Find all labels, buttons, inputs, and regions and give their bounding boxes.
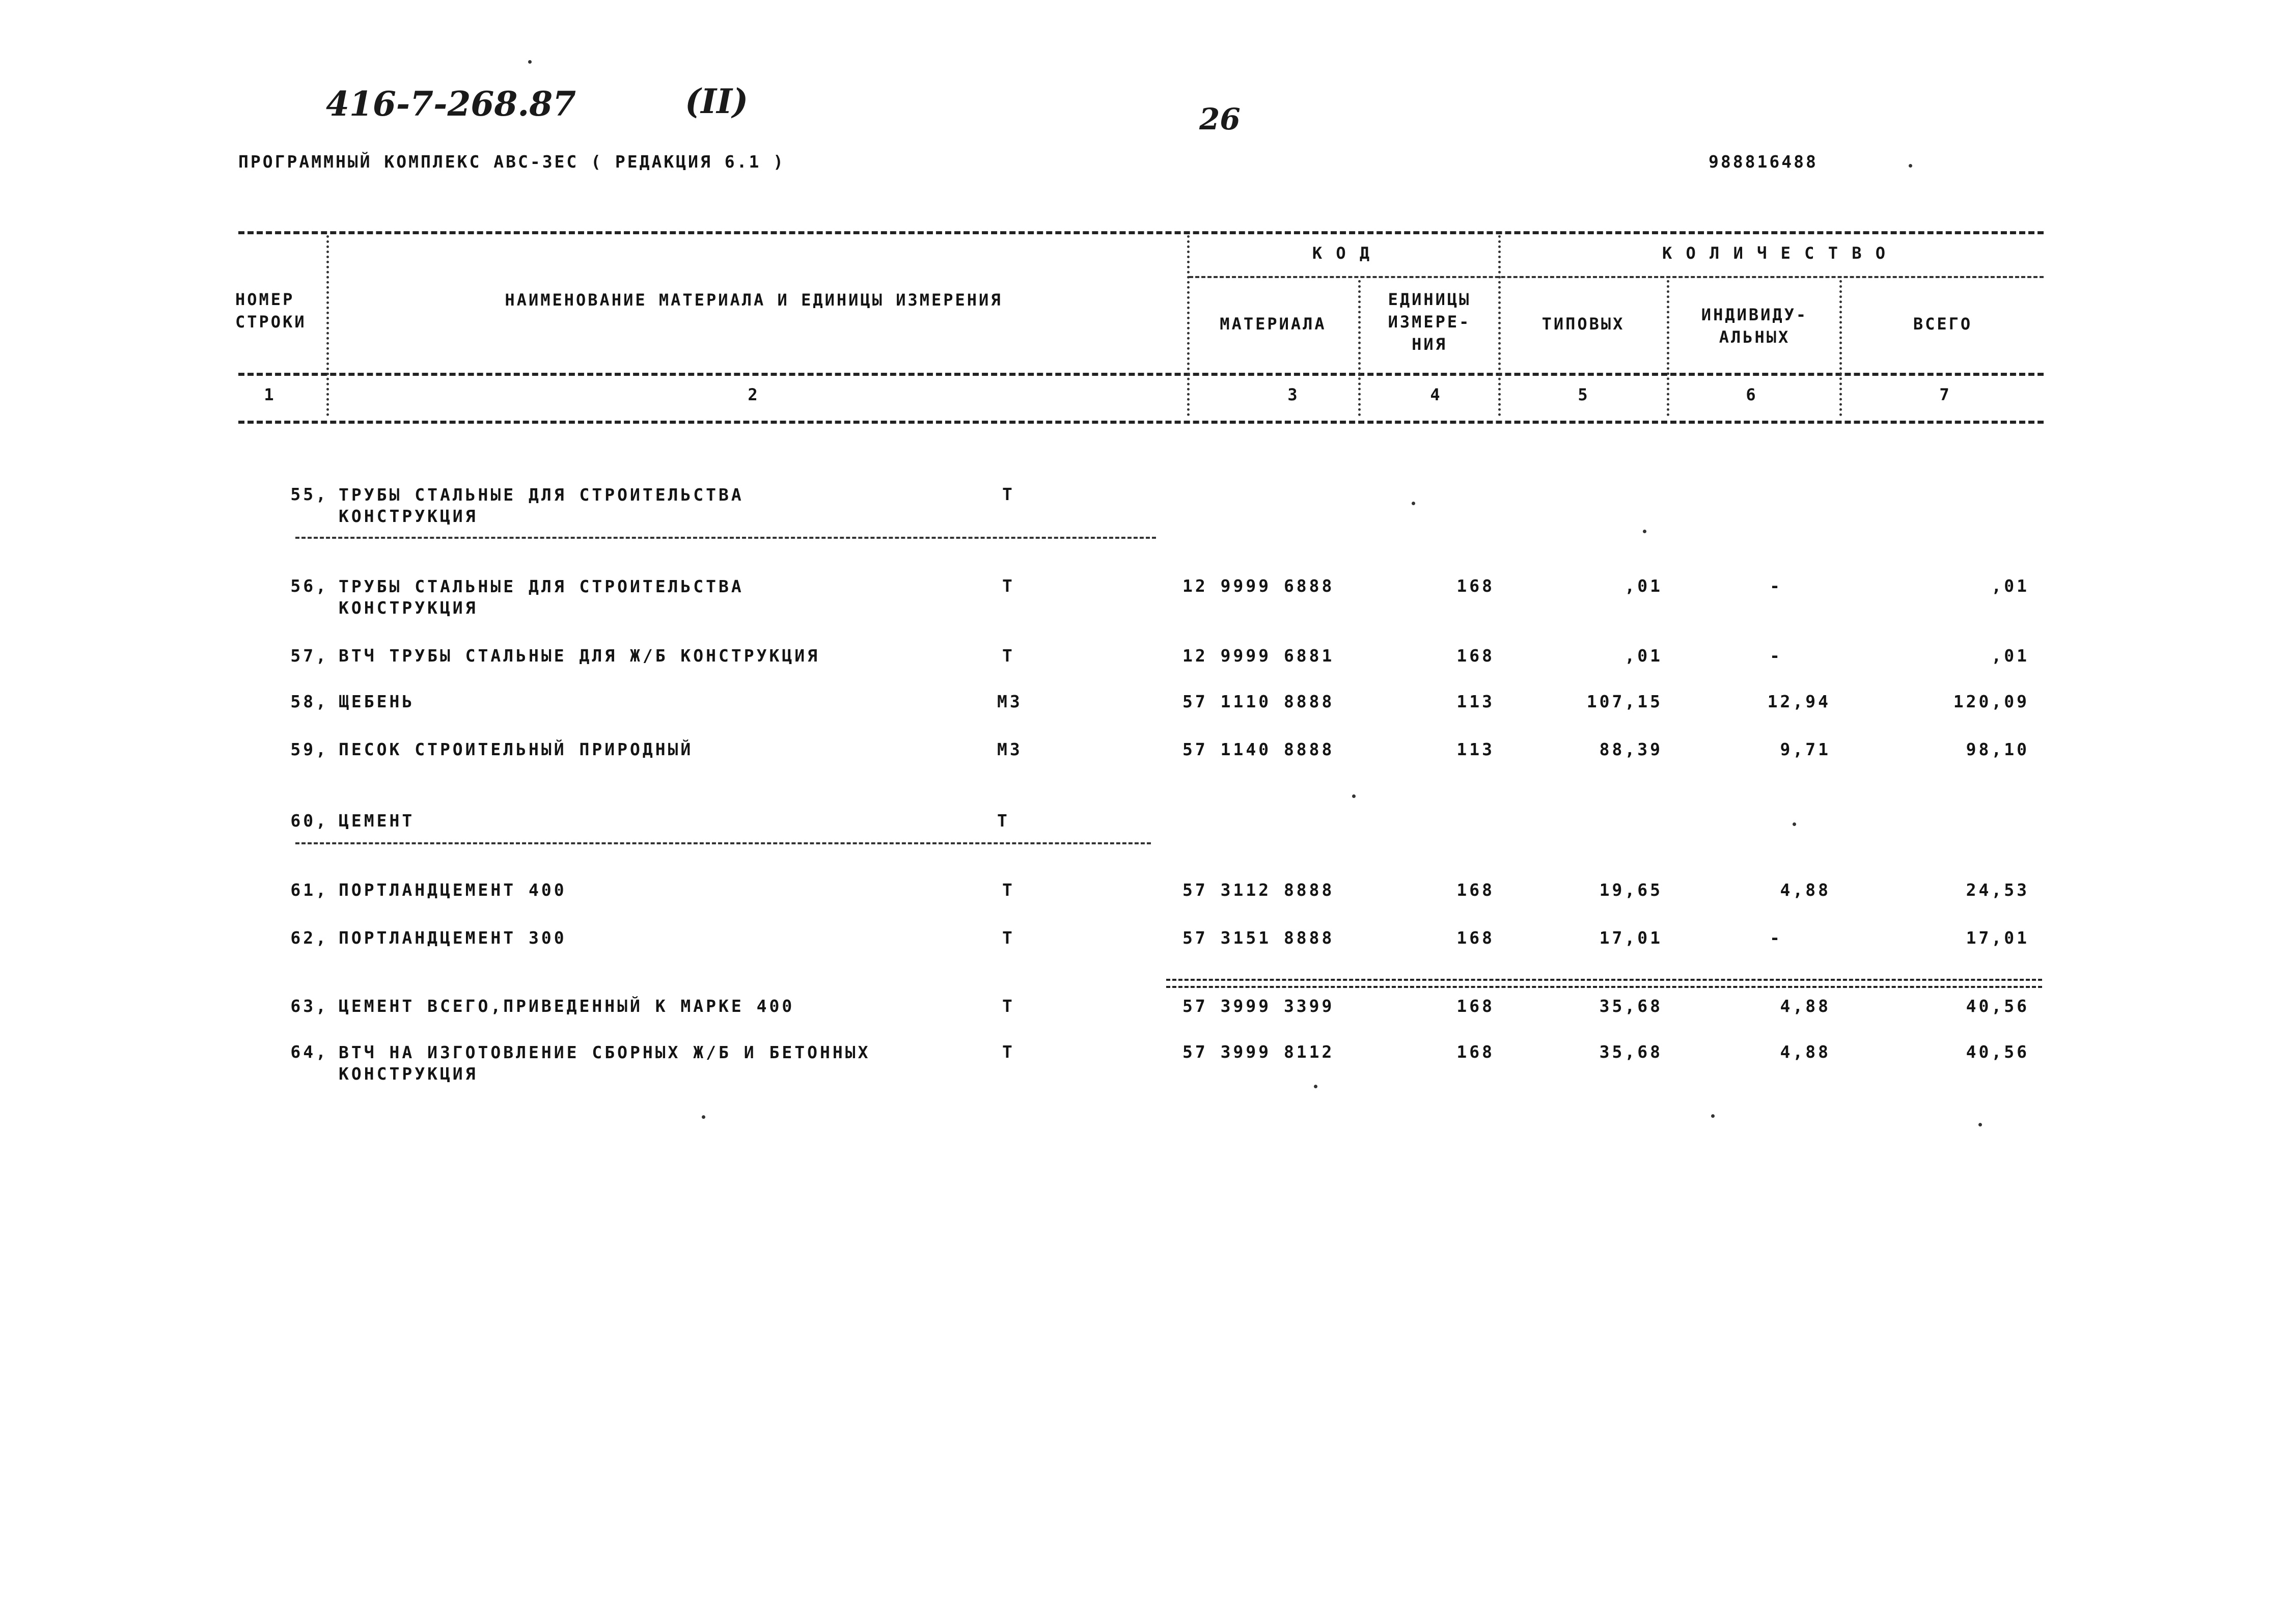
kod-kol-subrule [1189,276,2044,278]
column-number: 3 [1287,385,1300,404]
material-name: ЩЕБЕНЬ [339,692,415,711]
qty-typical: ,01 [1625,646,1663,666]
row-number: 64, [290,1042,328,1062]
scan-speck [1352,794,1356,798]
material-code: 57 1140 8888 [1182,739,1335,759]
unit: М3 [997,739,1023,759]
header-typical: ТИПОВЫХ [1541,314,1625,334]
scan-speck [702,1115,705,1119]
qty-total: 40,56 [1966,1042,2029,1062]
unit: Т [997,811,1010,831]
material-name: ЦЕМЕНТ ВСЕГО,ПРИВЕДЕННЫЙ К МАРКЕ 400 [339,996,795,1016]
material-code: 57 3112 8888 [1182,880,1335,900]
page-number: 26 [1199,102,1241,136]
qty-total: 17,01 [1966,928,2029,948]
row-number: 58, [290,692,328,711]
header-kod: К О Д [1312,243,1372,263]
material-name-line: КОНСТРУКЦИЯ [339,598,478,618]
group-underline [295,537,1156,539]
material-name-line: ВТЧ НА ИЗГОТОВЛЕНИЕ СБОРНЫХ Ж/Б И БЕТОННЫХ [339,1042,871,1062]
col-divider [1498,235,1501,416]
material-name: ПОРТЛАНДЦЕМЕНТ 300 [339,928,567,948]
material-name [339,1042,870,1085]
material-code: 57 3151 8888 [1182,928,1335,948]
unit-code: 113 [1456,692,1495,711]
unit-code: 168 [1456,646,1495,666]
header-unit-line: ИЗМЕРЕ- [1388,312,1471,332]
scan-speck [1793,822,1796,826]
qty-total: ,01 [1991,646,2029,666]
qty-typical: 107,15 [1586,692,1663,711]
document-code-handwritten: 416-7-268.87 [326,84,576,124]
document-number: 988816488 [1709,152,1818,172]
unit: Т [1002,880,1015,900]
material-name: ЦЕМЕНТ [339,811,415,831]
qty-individual: - [1770,576,1782,596]
material-name-line: ТРУБЫ СТАЛЬНЫЕ ДЛЯ СТРОИТЕЛЬСТВА [339,576,744,596]
qty-individual: 9,71 [1780,739,1831,759]
unit: Т [1002,928,1015,948]
scan-speck [1314,1085,1317,1088]
scan-speck [1412,502,1415,505]
header-unit-line: НИЯ [1412,335,1447,354]
material-code: 57 3999 3399 [1182,996,1335,1016]
column-number: 6 [1746,385,1758,404]
unit-code: 168 [1456,928,1495,948]
unit-code: 113 [1456,739,1495,759]
unit-code: 168 [1456,996,1495,1016]
header-unit-line: ЕДИНИЦЫ [1388,290,1471,309]
qty-typical: 17,01 [1599,928,1663,948]
material-name-line: КОНСТРУКЦИЯ [339,1064,478,1084]
qty-total: 40,56 [1966,996,2029,1016]
header-total: ВСЕГО [1913,314,1973,334]
material-name-line: ТРУБЫ СТАЛЬНЫЕ ДЛЯ СТРОИТЕЛЬСТВА [339,485,744,505]
header-row-number [235,288,307,333]
header-individual-line: ИНДИВИДУ- [1701,305,1808,324]
material-name: ПОРТЛАНДЦЕМЕНТ 400 [339,880,567,900]
row-number: 55, [290,484,328,504]
header-material-name: НАИМЕНОВАНИЕ МАТЕРИАЛА И ЕДИНИЦЫ ИЗМЕРЕНИЯ [505,290,1003,310]
unit: М3 [997,692,1023,711]
unit-code: 168 [1456,576,1495,596]
unit: Т [1002,484,1015,504]
header-kolichestvo: К О Л И Ч Е С Т В О [1662,243,1888,263]
unit: Т [1002,996,1015,1016]
unit-code: 168 [1456,1042,1495,1062]
column-number: 2 [748,385,760,404]
scan-speck [1643,530,1646,533]
column-number: 4 [1430,385,1442,404]
program-line: ПРОГРАММНЫЙ КОМПЛЕКС АВС-ЗЕС ( РЕДАКЦИЯ 6.1 ) [238,152,786,172]
material-name: ВТЧ ТРУБЫ СТАЛЬНЫЕ ДЛЯ Ж/Б КОНСТРУКЦИЯ [339,646,820,666]
material-name [339,576,744,619]
row-number: 61, [290,880,328,900]
scan-speck [528,60,532,64]
document-mark-handwritten: (II) [685,81,749,121]
header-unit-code [1363,288,1496,355]
header-row-number-line: СТРОКИ [235,312,307,332]
qty-typical: 35,68 [1599,1042,1663,1062]
qty-total: ,01 [1991,576,2029,596]
scan-speck [1978,1123,1982,1126]
qty-typical: ,01 [1625,576,1663,596]
material-code: 12 9999 6888 [1182,576,1335,596]
qty-individual: 4,88 [1780,880,1831,900]
group-underline [295,842,1151,844]
header-individual-line: АЛЬНЫХ [1719,327,1791,347]
qty-individual: 4,88 [1780,1042,1831,1062]
qty-individual: - [1770,646,1782,666]
qty-individual: 12,94 [1767,692,1831,711]
unit: Т [1002,646,1015,666]
colnum-bottom-rule [238,421,2044,424]
material-code: 57 3999 8112 [1182,1042,1335,1062]
qty-individual: - [1770,928,1782,948]
col-divider [1839,280,1842,416]
header-top-rule [238,231,2044,234]
column-number: 7 [1939,385,1951,404]
row-number: 62, [290,928,328,948]
material-code: 12 9999 6881 [1182,646,1335,666]
qty-total: 98,10 [1966,739,2029,759]
column-number: 1 [264,385,276,404]
column-number: 5 [1578,385,1590,404]
scan-speck [1711,1114,1715,1118]
material-name: ПЕСОК СТРОИТЕЛЬНЫЙ ПРИРОДНЫЙ [339,739,694,759]
col-divider [326,235,329,416]
unit-code: 168 [1456,880,1495,900]
row-number: 63, [290,996,328,1016]
material-name-line: КОНСТРУКЦИЯ [339,506,478,526]
material-code: 57 1110 8888 [1182,692,1335,711]
unit: Т [1002,1042,1015,1062]
header-row-number-line: НОМЕР [235,290,295,309]
qty-total: 120,09 [1953,692,2029,711]
scan-speck [1909,164,1912,168]
row-number: 60, [290,811,328,831]
header-bottom-rule [238,373,2044,376]
col-divider [1358,280,1361,416]
unit: Т [1002,576,1015,596]
totals-double-rule [1166,979,2042,988]
row-number: 57, [290,646,328,666]
qty-typical: 35,68 [1599,996,1663,1016]
qty-typical: 88,39 [1599,739,1663,759]
row-number: 59, [290,739,328,759]
header-individual [1672,304,1837,348]
qty-total: 24,53 [1966,880,2029,900]
qty-individual: 4,88 [1780,996,1831,1016]
col-divider [1187,235,1190,416]
qty-typical: 19,65 [1599,880,1663,900]
header-material-code: МАТЕРИАЛА [1220,314,1327,334]
material-name [339,484,744,527]
col-divider [1667,280,1669,416]
row-number: 56, [290,576,328,596]
